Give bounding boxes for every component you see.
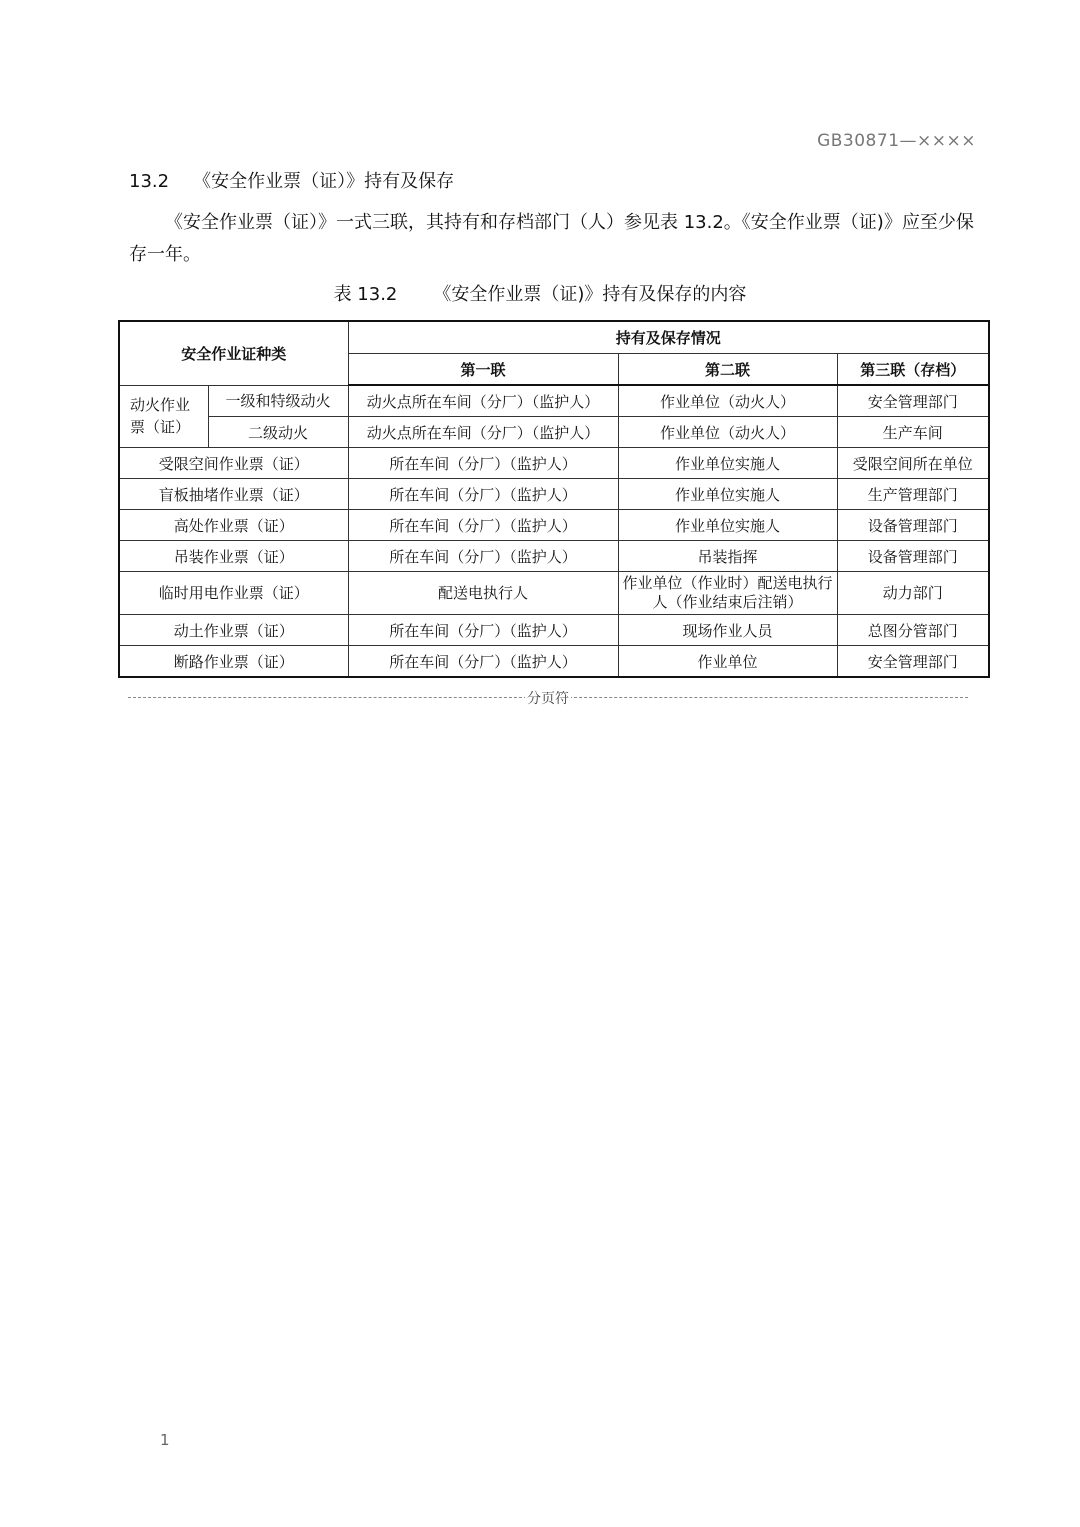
table-caption-title: 《安全作业票（证)》持有及保存的内容 <box>433 284 747 305</box>
table-caption-number: 表 13.2 <box>333 284 398 305</box>
copy-3-cell: 设备管理部门 <box>837 510 989 541</box>
fire-subtype: 二级动火 <box>208 417 348 448</box>
ticket-type-cell: 盲板抽堵作业票（证） <box>119 479 348 510</box>
copy-2-cell: 作业单位（动火人） <box>618 385 837 417</box>
copy-3-cell: 生产车间 <box>837 417 989 448</box>
table-row <box>119 479 989 510</box>
copy-2-cell: 现场作业人员 <box>618 615 837 646</box>
copy-1-cell: 所在车间（分厂）（监护人） <box>348 646 618 678</box>
copy-3-cell: 生产管理部门 <box>837 479 989 510</box>
table-row <box>119 615 989 646</box>
copy-3-cell: 安全管理部门 <box>837 646 989 678</box>
copy-2-cell: 作业单位（动火人） <box>618 417 837 448</box>
copy-1-cell: 所在车间（分厂）（监护人） <box>348 448 618 479</box>
copy-2-cell: 作业单位 <box>618 646 837 678</box>
copy-1-cell: 动火点所在车间（分厂）（监护人） <box>348 385 618 417</box>
copy-1-cell: 所在车间（分厂）（监护人） <box>348 615 618 646</box>
page-number: 1 <box>160 1431 170 1449</box>
ticket-type-cell: 断路作业票（证） <box>119 646 348 678</box>
section-paragraph: 《安全作业票（证）》一式三联，其持有和存档部门（人）参见表 13.2。《安全作业票（证)》应至少保存一年。 <box>129 212 974 265</box>
header-copy-2: 第二联 <box>618 354 837 386</box>
ticket-retention-table <box>118 320 990 678</box>
section-heading <box>129 167 454 193</box>
copy-1-cell: 所在车间（分厂）（监护人） <box>348 510 618 541</box>
header-type-column: 安全作业证种类 <box>119 321 348 385</box>
table-row <box>119 541 989 572</box>
section-number: 13.2 <box>129 171 170 192</box>
copy-1-cell: 动火点所在车间（分厂）（监护人） <box>348 417 618 448</box>
fire-subtype: 一级和特级动火 <box>208 385 348 417</box>
table-caption <box>0 280 1080 306</box>
table-row <box>119 572 989 615</box>
fire-work-label: 动火作业票（证） <box>119 385 208 448</box>
copy-3-cell: 动力部门 <box>837 572 989 615</box>
table-header-row <box>119 321 989 354</box>
table-row <box>119 510 989 541</box>
copy-3-cell: 安全管理部门 <box>837 385 989 417</box>
table-row <box>119 448 989 479</box>
copy-3-cell: 受限空间所在单位 <box>837 448 989 479</box>
copy-2-cell: 作业单位实施人 <box>618 510 837 541</box>
header-copy-3: 第三联（存档） <box>837 354 989 386</box>
ticket-type-cell: 吊装作业票（证） <box>119 541 348 572</box>
copy-2-cell: 作业单位（作业时）配送电执行人（作业结束后注销） <box>618 572 837 615</box>
copy-3-cell: 总图分管部门 <box>837 615 989 646</box>
copy-1-cell: 配送电执行人 <box>348 572 618 615</box>
ticket-type-cell: 动土作业票（证） <box>119 615 348 646</box>
copy-1-cell: 所在车间（分厂）（监护人） <box>348 479 618 510</box>
ticket-type-cell: 受限空间作业票（证） <box>119 448 348 479</box>
document-code: GB30871—×××× <box>817 131 976 151</box>
table-row <box>119 646 989 678</box>
header-group: 持有及保存情况 <box>348 321 989 354</box>
page-break-marker <box>128 688 968 708</box>
copy-3-cell: 设备管理部门 <box>837 541 989 572</box>
copy-1-cell: 所在车间（分厂）（监护人） <box>348 541 618 572</box>
copy-2-cell: 作业单位实施人 <box>618 479 837 510</box>
copy-2-cell: 吊装指挥 <box>618 541 837 572</box>
table-row <box>119 385 989 417</box>
ticket-type-cell: 高处作业票（证） <box>119 510 348 541</box>
copy-2-cell: 作业单位实施人 <box>618 448 837 479</box>
page-break-label: 分页符 <box>525 688 571 708</box>
header-copy-1: 第一联 <box>348 354 618 386</box>
ticket-type-cell: 临时用电作业票（证） <box>119 572 348 615</box>
table-row <box>119 417 989 448</box>
section-title: 《安全作业票（证）》持有及保存 <box>193 171 455 192</box>
